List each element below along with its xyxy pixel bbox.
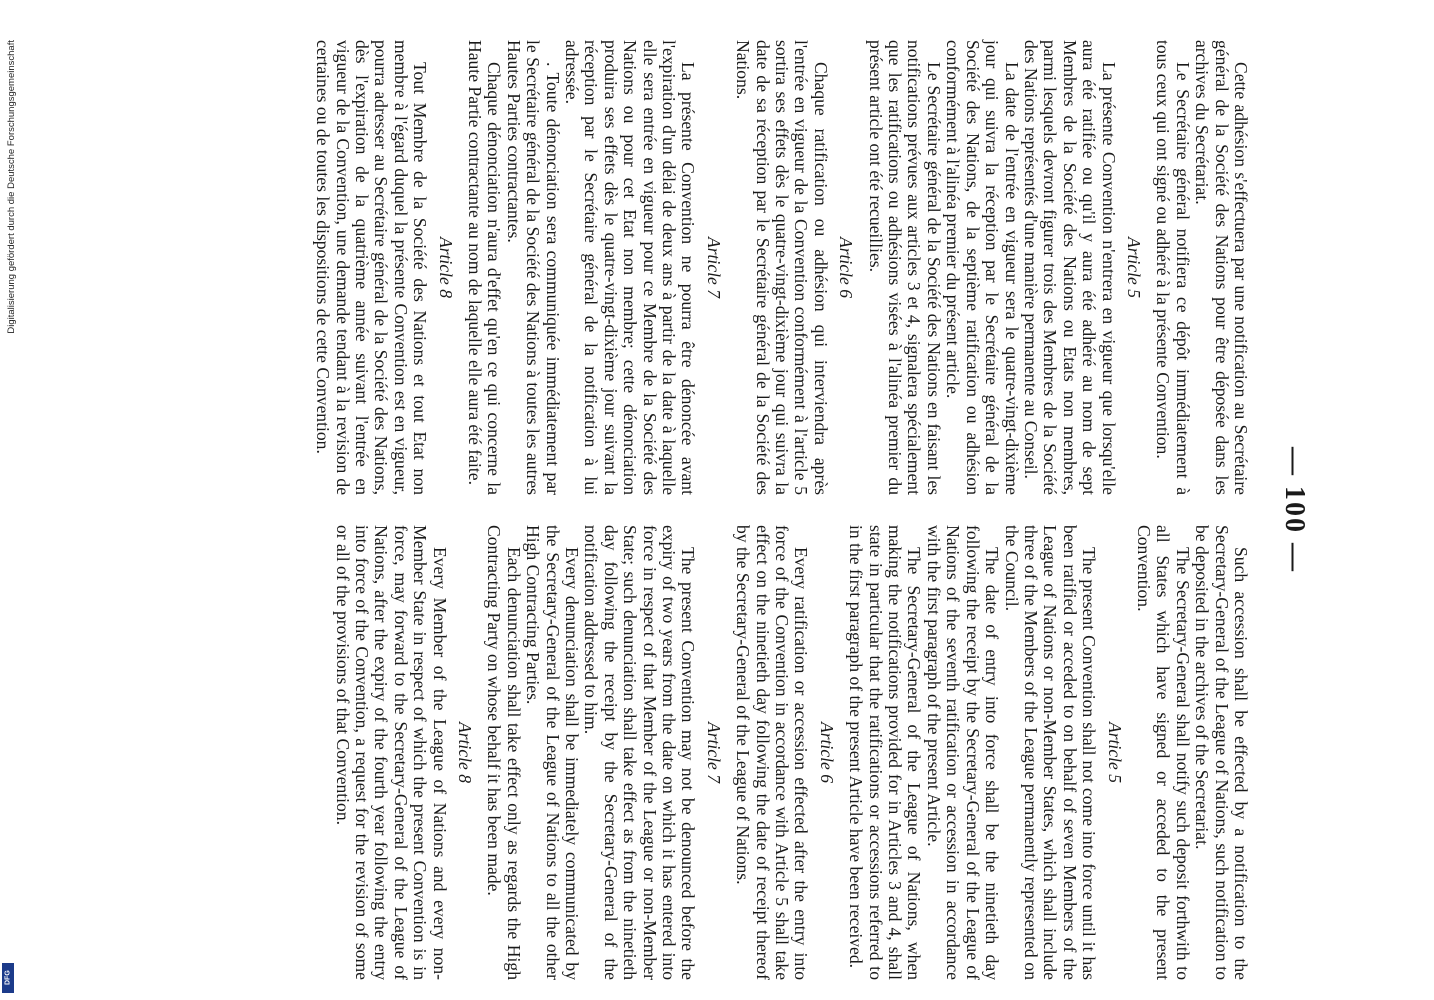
article-heading: Article 5	[1104, 721, 1125, 784]
english-article-7	[484, 525, 697, 980]
english-article-6	[733, 525, 811, 980]
article-heading: Article 8	[435, 236, 456, 299]
article-heading: Article 5	[1123, 236, 1144, 299]
paragraph: La date de l'entrée en vigueur sera le quatre-vingt-dixième jour qui suivra la réception par le Secrétaire général de la Société des Nations, de la septième ratification ou adhésion conformément à l'alinéa premier du présent article.	[943, 40, 1022, 495]
paragraph: The date of entry into force shall be the ninetieth day following the receipt by the Secretary-General of the League of Nations of the seventh ratification or accession in accordance with the first paragraph of the present Article.	[923, 525, 1003, 980]
paragraph: Chaque ratification ou adhésion qui interviendra après l'entrée en vigueur de la Convention conformément à l'article 5 sortira ses effets dès le quatre-vingt-dixième jour qui suivra la date de sa réception par le Secrétaire général de la Société des Nations.	[733, 40, 831, 495]
page-number: — 100 —	[1279, 447, 1310, 573]
paragraph: Every ratification or accession effected after the entry into force of the Convention in accordance with Article 5 shall take effect on the ninetieth day following the date of receipt thereof by the Secretary-General of the League of Nations.	[733, 525, 812, 980]
french-intro	[1153, 40, 1250, 495]
digitization-credit	[2, 0, 22, 1000]
english-intro	[1134, 525, 1250, 980]
article-heading: Article 6	[836, 236, 857, 299]
document-page	[90, 40, 1310, 980]
article-heading: Article 6	[816, 721, 837, 784]
article-heading: Article 7	[703, 721, 724, 784]
paragraph: The Secretary-General of the League of Nations, when making the notifications provided for in Articles 3 and 4, shall state in particular that the ratifications or accessions referred to in the first paragraph of the present Article have been received.	[846, 525, 925, 980]
english-article-8	[332, 525, 448, 980]
paragraph: La présente Convention n'entrera en vigueur que lorsqu'elle aura été ratifiée ou qu'il y aura été adhéré au nom de sept Membres de la Société des Nations ou Etats non membres, parmi lesquels devront figurer trois des Membres de la Société des Nations représentés d'une manière permanente au Conseil.	[1020, 40, 1119, 495]
paragraph: Each denunciation shall take effect only as regards the High Contracting Party on whose behalf it has been made.	[484, 525, 524, 980]
french-article-5	[865, 40, 1117, 495]
paragraph: The Secretary-General shall notify such deposit forthwith to all States which have signed or acceded to the present Convention.	[1133, 525, 1193, 980]
french-article-6	[733, 40, 830, 495]
english-column	[326, 525, 1250, 980]
paragraph: . Toute dénonciation sera communiquée immédiatement par le Secrétaire général de la Société des Nations à toutes les autres Hautes Parties contractantes.	[503, 40, 563, 495]
article-heading: Article 7	[703, 236, 724, 299]
paragraph: La présente Convention ne pourra être dénoncée avant l'expiration d'un délai de deux ans à partir de la date à laquelle elle sera entrée en vigueur pour ce Membre de la Société des Nations ou pour cet Etat non membre; cette dénonciation produira ses effets dès le quatre-vingt-dixième jour suivant la réception par le Secrétaire général de la notification à lui adressée.	[562, 40, 699, 495]
english-article-5	[846, 525, 1098, 980]
french-article-7	[465, 40, 698, 495]
article-heading: Article 8	[454, 721, 475, 784]
french-article-8	[313, 40, 429, 495]
french-column	[307, 40, 1250, 495]
paragraph: Le Secrétaire général de la Société des Nations en faisant les notifications prévues aux articles 3 et 4, signalera spécialement que les ratifications ou adhésions visées à l'alinéa premier du présent article ont été recueillies.	[865, 40, 944, 495]
paragraph: Chaque dénonciation n'aura d'effet qu'en ce qui concerne la Haute Partie contractante au nom de laquelle elle aura été faite.	[464, 40, 505, 495]
credit-text: Digitalisierung gefördert durch die Deutsche Forschungsgemeinschaft	[6, 40, 17, 334]
dfg-logo-icon: DFG	[2, 963, 14, 993]
paragraph: Every Member of the League of Nations and every non-Member State in respect of which the present Convention is in force, may forward to the Secretary-General of the League of Nations, after the expiry of the fourth year following the entry into force of the Convention, a request for the revision of some or all of the provisions of that Convention.	[332, 525, 450, 980]
paragraph: Cette adhésion s'effectuera par une notification au Secrétaire général de la Société des Nations pour être déposée dans les archives du Secrétariat.	[1192, 40, 1251, 495]
paragraph: The present Convention shall not come into force until it has been ratified or acceded to on behalf of seven Members of the League of Nations or non-Member States, which shall include three of the Members of the League permanently represented on the Council.	[1001, 525, 1100, 980]
paragraph: Tout Membre de la Société des Nations et tout Etat non membre à l'égard duquel la présente Convention est en vigueur, pourra adresser au Secrétaire général de la Société des Nations, dès l'expiration de la quatrième année suivant l'entrée en vigueur de la Convention, une demande tendant à la revision de certaines ou de toutes les dispositions de cette Convention.	[313, 40, 431, 495]
paragraph: The present Convention may not be denounced before the expiry of two years from the date on which it has entered into force in respect of that Member of the League or non-Member State; such denunciation shall take effect as from the ninetieth day following the receipt by the Secretary-General of the notification addressed to him.	[581, 525, 699, 980]
paragraph: Every denunciation shall be immediately communicated by the Secretary-General of the League of Nations to all the other High Contracting Parties.	[523, 525, 582, 980]
paragraph: Such accession shall be effected by a notification to the Secretary-General of the League of Nations, such notification to be deposited in the archives of the Secretariat.	[1192, 525, 1251, 980]
paragraph: Le Secrétaire général notifiera ce dépôt immédiatement à tous ceux qui ont signé ou adhéré à la présente Convention.	[1153, 40, 1193, 495]
